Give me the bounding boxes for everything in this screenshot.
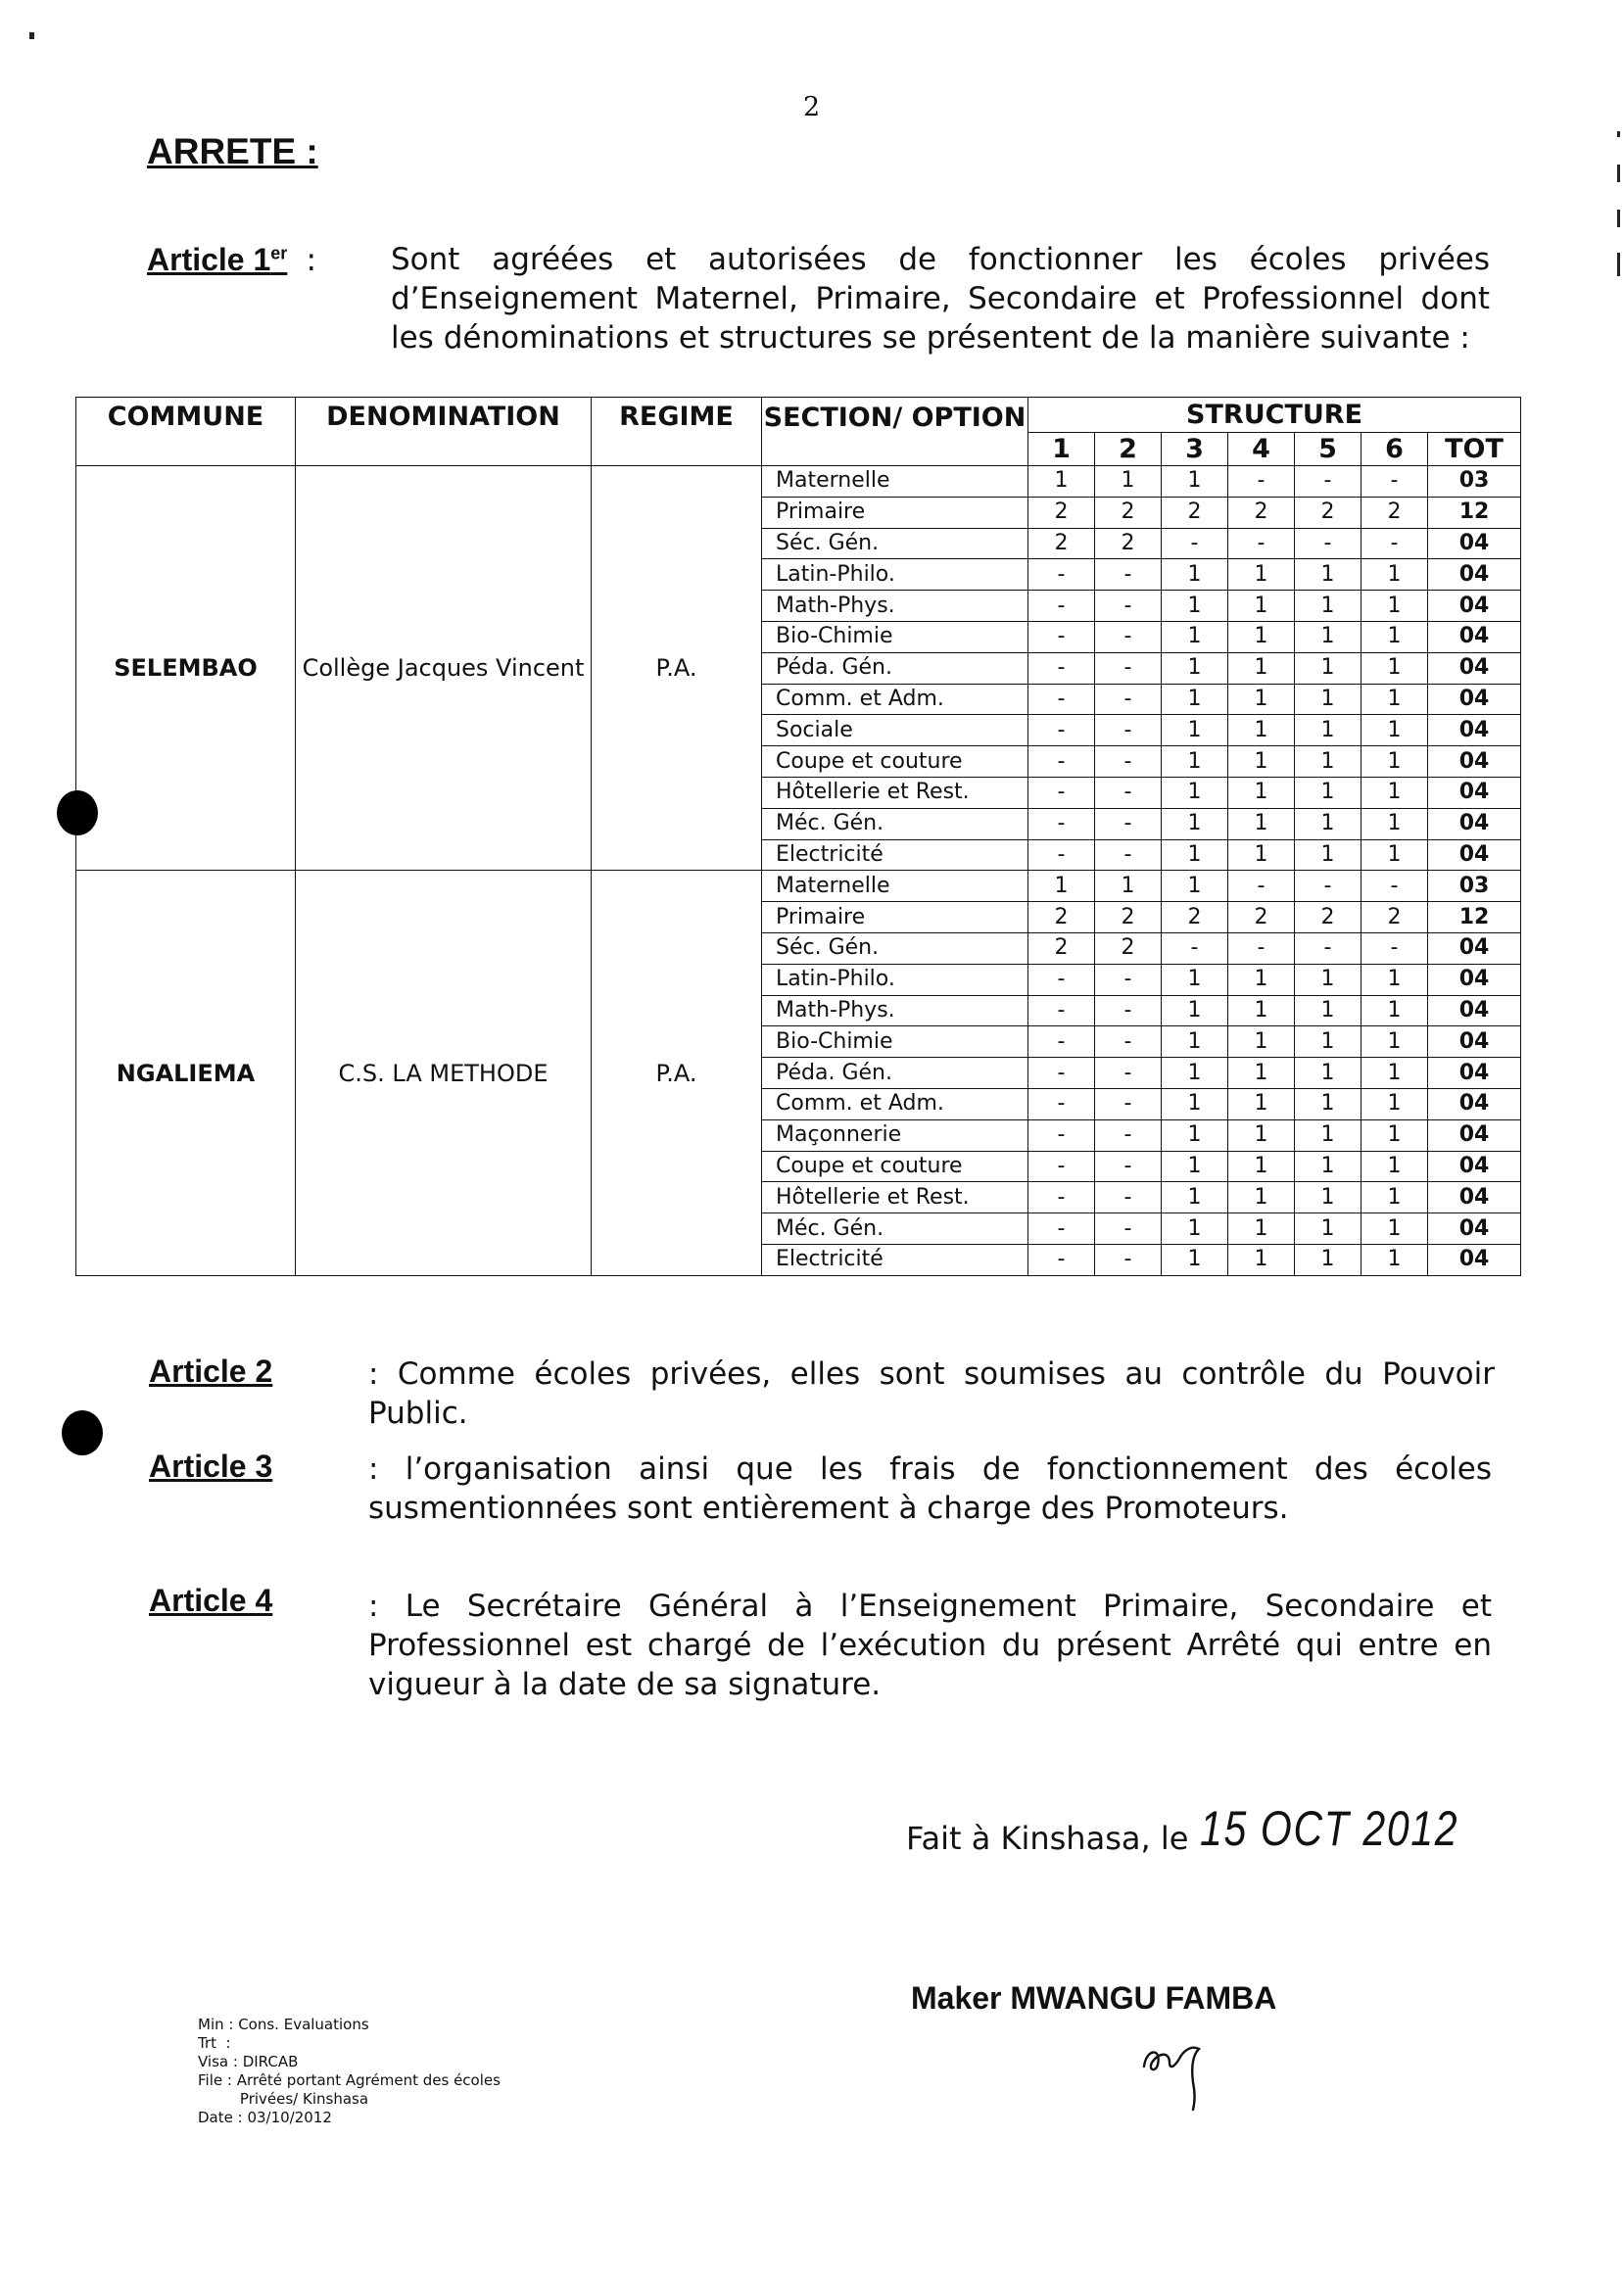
structure-year-1-cell: - [1028,1026,1095,1058]
structure-year-1-cell: 2 [1028,497,1095,528]
structure-year-4-cell: 1 [1228,1151,1295,1182]
table-body [76,466,1521,1276]
structure-year-6-cell: 2 [1361,902,1428,933]
structure-total-cell: 03 [1428,871,1521,902]
structure-year-6-cell: 1 [1361,1119,1428,1151]
structure-year-5-cell: 1 [1295,1182,1361,1213]
article-2-text: : Comme écoles privées, elles sont soumises au contrôle du Pouvoir Public. [368,1356,1495,1431]
decree-heading: ARRETE : [147,131,318,171]
structure-year-3-cell: 1 [1162,1213,1228,1245]
structure-year-6-cell: - [1361,871,1428,902]
structure-year-6-cell: 1 [1361,1026,1428,1058]
reference-footer [198,2016,501,2127]
structure-year-4-cell: - [1228,871,1295,902]
structure-total-cell: 04 [1428,964,1521,995]
structure-year-6-cell: 1 [1361,1088,1428,1119]
footer-line: Privées/ Kinshasa [198,2090,369,2108]
structure-year-3-cell: 1 [1162,839,1228,871]
footer-line: File : Arrêté portant Agrément des écoles [198,2071,501,2089]
structure-total-cell: 04 [1428,1151,1521,1182]
header-regime: REGIME [592,398,762,466]
structure-year-4-cell: 1 [1228,1026,1295,1058]
section-option-cell: Sociale [762,715,1028,746]
structure-year-6-cell: 1 [1361,621,1428,652]
structure-total-cell: 04 [1428,1213,1521,1245]
structure-year-3-cell: 1 [1162,1151,1228,1182]
structure-year-6-cell: - [1361,528,1428,559]
structure-year-4-cell: 2 [1228,497,1295,528]
section-option-cell: Comm. et Adm. [762,1088,1028,1119]
table-row [76,466,1521,498]
footer-line: Trt : [198,2034,231,2052]
structure-total-cell: 04 [1428,1182,1521,1213]
section-option-cell: Electricité [762,1244,1028,1275]
punch-hole-lower [62,1410,103,1455]
structure-total-cell: 12 [1428,497,1521,528]
structure-year-2-cell: - [1095,964,1162,995]
structure-year-1-cell: 2 [1028,528,1095,559]
school-regime: P.A. [592,466,762,871]
structure-year-1-cell: - [1028,1088,1095,1119]
structure-year-2-cell: - [1095,1182,1162,1213]
section-option-cell: Séc. Gén. [762,528,1028,559]
school-denomination: Collège Jacques Vincent [296,466,592,871]
structure-total-cell: 04 [1428,652,1521,684]
handwritten-signature [1136,2027,1224,2116]
structure-year-6-cell: 1 [1361,652,1428,684]
structure-year-1-cell: - [1028,964,1095,995]
article-3-label: Article 3 [149,1449,273,1484]
structure-year-4-cell: 1 [1228,1182,1295,1213]
structure-year-3-cell: 1 [1162,1119,1228,1151]
structure-total-cell: 12 [1428,902,1521,933]
header-year-4: 4 [1228,433,1295,466]
structure-year-6-cell: 1 [1361,964,1428,995]
structure-year-6-cell: 1 [1361,746,1428,778]
place-date-text: Fait à Kinshasa, le [906,1820,1189,1857]
section-option-cell: Electricité [762,839,1028,871]
structure-year-2-cell: - [1095,995,1162,1026]
structure-total-cell: 04 [1428,932,1521,964]
structure-year-3-cell: 1 [1162,1244,1228,1275]
structure-year-3-cell: 1 [1162,746,1228,778]
structure-year-5-cell: - [1295,932,1361,964]
structure-year-5-cell: 1 [1295,1058,1361,1089]
structure-year-1-cell: - [1028,1244,1095,1275]
section-option-cell: Primaire [762,902,1028,933]
structure-year-3-cell: 1 [1162,559,1228,591]
structure-year-2-cell: - [1095,808,1162,839]
structure-year-3-cell: 1 [1162,1058,1228,1089]
structure-year-6-cell: 1 [1361,715,1428,746]
structure-year-4-cell: 1 [1228,995,1295,1026]
scan-mark [29,32,34,39]
structure-total-cell: 04 [1428,591,1521,622]
structure-year-4-cell: 1 [1228,1119,1295,1151]
school-commune: SELEMBAO [76,466,296,871]
structure-year-3-cell: 1 [1162,808,1228,839]
structure-year-4-cell: 1 [1228,559,1295,591]
structure-total-cell: 03 [1428,466,1521,498]
structure-year-5-cell: 1 [1295,995,1361,1026]
structure-year-5-cell: - [1295,528,1361,559]
article-3-text: : l’organisation ainsi que les frais de fonctionnement des écoles susmentionnées sont entièrement à charge des Promoteurs. [368,1451,1492,1526]
scan-edge-mark-2 [1617,165,1620,182]
structure-year-4-cell: 1 [1228,964,1295,995]
structure-year-2-cell: - [1095,1058,1162,1089]
structure-year-6-cell: 1 [1361,995,1428,1026]
section-option-cell: Maternelle [762,871,1028,902]
structure-year-2-cell: 2 [1095,932,1162,964]
footer-line: Visa : DIRCAB [198,2053,299,2070]
structure-year-4-cell: 1 [1228,591,1295,622]
section-option-cell: Méc. Gén. [762,1213,1028,1245]
article-1-text: Sont agréées et autorisées de fonctionner les écoles privées d’Enseignement Maternel, Primaire, Secondaire et Professionnel dont les dénominations et structures se présentent de la manière suivante : [391,242,1490,356]
table-row [76,871,1521,902]
structure-year-5-cell: 1 [1295,777,1361,808]
section-option-cell: Coupe et couture [762,1151,1028,1182]
structure-total-cell: 04 [1428,1244,1521,1275]
header-denomination: DENOMINATION [296,398,592,466]
section-option-cell: Maternelle [762,466,1028,498]
section-option-cell: Latin-Philo. [762,559,1028,591]
structure-year-6-cell: 1 [1361,808,1428,839]
structure-year-1-cell: 1 [1028,466,1095,498]
structure-year-1-cell: - [1028,715,1095,746]
structure-year-4-cell: 1 [1228,621,1295,652]
structure-year-5-cell: 1 [1295,652,1361,684]
structure-year-1-cell: - [1028,621,1095,652]
footer-line: Date : 03/10/2012 [198,2109,332,2126]
structure-year-2-cell: - [1095,1119,1162,1151]
structure-year-4-cell: 1 [1228,715,1295,746]
scan-edge-mark-1 [1617,131,1620,137]
header-year-5: 5 [1295,433,1361,466]
header-section-option: SECTION/ OPTION [762,398,1028,466]
structure-year-5-cell: 1 [1295,808,1361,839]
structure-year-1-cell: - [1028,1182,1095,1213]
structure-year-4-cell: 1 [1228,746,1295,778]
structure-total-cell: 04 [1428,1026,1521,1058]
structure-total-cell: 04 [1428,808,1521,839]
structure-year-3-cell: 1 [1162,1182,1228,1213]
structure-year-3-cell: 1 [1162,684,1228,715]
structure-year-1-cell: - [1028,1119,1095,1151]
structure-year-2-cell: 1 [1095,466,1162,498]
structure-year-6-cell: 1 [1361,591,1428,622]
section-option-cell: Coupe et couture [762,746,1028,778]
school-commune: NGALIEMA [76,871,296,1275]
structure-year-4-cell: 1 [1228,1058,1295,1089]
structure-year-4-cell: - [1228,932,1295,964]
structure-year-2-cell: 2 [1095,528,1162,559]
article-4-label: Article 4 [149,1583,273,1618]
structure-year-1-cell: - [1028,808,1095,839]
section-option-cell: Comm. et Adm. [762,684,1028,715]
structure-year-5-cell: 1 [1295,746,1361,778]
structure-year-5-cell: 2 [1295,497,1361,528]
structure-year-3-cell: 1 [1162,995,1228,1026]
structure-year-5-cell: 1 [1295,559,1361,591]
structure-year-5-cell: 1 [1295,1213,1361,1245]
punch-hole-upper [57,790,98,835]
header-commune: COMMUNE [76,398,296,466]
page-number: 2 [803,92,821,122]
date-stamp: 15 OCT 2012 [1200,1801,1459,1856]
structure-year-4-cell: 1 [1228,684,1295,715]
structure-year-4-cell: 2 [1228,902,1295,933]
structure-total-cell: 04 [1428,777,1521,808]
structure-year-1-cell: - [1028,777,1095,808]
section-option-cell: Bio-Chimie [762,621,1028,652]
structure-year-4-cell: - [1228,528,1295,559]
structure-year-5-cell: 1 [1295,621,1361,652]
section-option-cell: Hôtellerie et Rest. [762,777,1028,808]
structure-year-5-cell: 1 [1295,1244,1361,1275]
structure-year-2-cell: - [1095,1026,1162,1058]
structure-year-5-cell: - [1295,871,1361,902]
section-option-cell: Méc. Gén. [762,808,1028,839]
structure-year-1-cell: - [1028,1213,1095,1245]
structure-year-2-cell: - [1095,715,1162,746]
section-option-cell: Math-Phys. [762,995,1028,1026]
structure-year-4-cell: 1 [1228,652,1295,684]
structure-year-4-cell: 1 [1228,839,1295,871]
header-year-6: 6 [1361,433,1428,466]
structure-total-cell: 04 [1428,1088,1521,1119]
structure-year-4-cell: 1 [1228,777,1295,808]
structure-year-3-cell: 1 [1162,715,1228,746]
structure-year-6-cell: 1 [1361,559,1428,591]
section-option-cell: Péda. Gén. [762,652,1028,684]
structure-year-4-cell: 1 [1228,1244,1295,1275]
structure-year-5-cell: 1 [1295,1151,1361,1182]
structure-year-6-cell: 1 [1361,777,1428,808]
structure-year-1-cell: - [1028,839,1095,871]
structure-total-cell: 04 [1428,995,1521,1026]
structure-year-5-cell: 1 [1295,1026,1361,1058]
structure-year-2-cell: - [1095,591,1162,622]
structure-year-2-cell: - [1095,1244,1162,1275]
section-option-cell: Primaire [762,497,1028,528]
structure-year-6-cell: 1 [1361,1182,1428,1213]
school-regime: P.A. [592,871,762,1275]
section-option-cell: Péda. Gén. [762,1058,1028,1089]
structure-year-1-cell: - [1028,591,1095,622]
structure-total-cell: 04 [1428,528,1521,559]
structure-total-cell: 04 [1428,746,1521,778]
structure-year-6-cell: 1 [1361,1151,1428,1182]
structure-year-2-cell: - [1095,621,1162,652]
section-option-cell: Séc. Gén. [762,932,1028,964]
structure-total-cell: 04 [1428,715,1521,746]
section-option-cell: Latin-Philo. [762,964,1028,995]
structure-year-1-cell: - [1028,652,1095,684]
structure-year-2-cell: - [1095,652,1162,684]
article-1-superscript: er [270,243,288,263]
structure-total-cell: 04 [1428,684,1521,715]
structure-total-cell: 04 [1428,1119,1521,1151]
structure-year-5-cell: - [1295,466,1361,498]
structure-year-3-cell: 1 [1162,652,1228,684]
structure-year-1-cell: - [1028,1058,1095,1089]
structure-year-3-cell: 1 [1162,777,1228,808]
structure-year-4-cell: - [1228,466,1295,498]
structure-year-1-cell: 2 [1028,902,1095,933]
scan-edge-mark-4 [1617,253,1620,276]
article-2-label: Article 2 [149,1354,273,1389]
school-denomination: C.S. LA METHODE [296,871,592,1275]
section-option-cell: Hôtellerie et Rest. [762,1182,1028,1213]
header-year-1: 1 [1028,433,1095,466]
structure-year-3-cell: 1 [1162,621,1228,652]
structure-year-2-cell: - [1095,1088,1162,1119]
structure-total-cell: 04 [1428,1058,1521,1089]
structure-year-6-cell: - [1361,466,1428,498]
structure-year-4-cell: 1 [1228,1213,1295,1245]
header-year-3: 3 [1162,433,1228,466]
structure-year-1-cell: - [1028,1151,1095,1182]
structure-year-6-cell: 1 [1361,1244,1428,1275]
structure-year-6-cell: 1 [1361,839,1428,871]
structure-year-5-cell: 1 [1295,1119,1361,1151]
header-structure: STRUCTURE [1028,398,1521,433]
structure-year-5-cell: 1 [1295,715,1361,746]
structure-year-5-cell: 1 [1295,839,1361,871]
structure-year-4-cell: 1 [1228,808,1295,839]
structure-year-2-cell: - [1095,684,1162,715]
structure-year-3-cell: 1 [1162,1088,1228,1119]
structure-year-1-cell: - [1028,684,1095,715]
structure-year-3-cell: 2 [1162,902,1228,933]
school-structure-table [75,397,1521,1276]
structure-year-3-cell: 1 [1162,591,1228,622]
structure-year-2-cell: 2 [1095,902,1162,933]
structure-year-3-cell: 1 [1162,466,1228,498]
structure-year-2-cell: - [1095,1213,1162,1245]
structure-year-3-cell: 2 [1162,497,1228,528]
structure-year-2-cell: - [1095,839,1162,871]
signatory-name: Maker MWANGU FAMBA [911,1980,1277,2016]
footer-line: Min : Cons. Evaluations [198,2016,369,2033]
structure-total-cell: 04 [1428,621,1521,652]
article-4-text: : Le Secrétaire Général à l’Enseignement Primaire, Secondaire et Professionnel est chargé de l’exécution du présent Arrêté qui entre en vigueur à la date de sa signature. [368,1589,1492,1702]
article-1-label: Article 1er [147,242,288,277]
structure-year-5-cell: 1 [1295,591,1361,622]
structure-year-5-cell: 1 [1295,964,1361,995]
structure-year-6-cell: - [1361,932,1428,964]
structure-year-6-cell: 1 [1361,684,1428,715]
structure-year-5-cell: 1 [1295,684,1361,715]
structure-total-cell: 04 [1428,839,1521,871]
structure-year-3-cell: 1 [1162,964,1228,995]
structure-year-2-cell: - [1095,559,1162,591]
structure-year-2-cell: - [1095,777,1162,808]
structure-year-1-cell: - [1028,559,1095,591]
structure-year-6-cell: 1 [1361,1058,1428,1089]
section-option-cell: Math-Phys. [762,591,1028,622]
article-1-colon: : [306,241,317,278]
header-total: TOT [1428,433,1521,466]
structure-year-6-cell: 2 [1361,497,1428,528]
section-option-cell: Bio-Chimie [762,1026,1028,1058]
structure-year-2-cell: - [1095,746,1162,778]
structure-year-2-cell: 2 [1095,497,1162,528]
structure-year-3-cell: - [1162,932,1228,964]
header-year-2: 2 [1095,433,1162,466]
structure-year-1-cell: 2 [1028,932,1095,964]
structure-year-2-cell: - [1095,1151,1162,1182]
structure-year-4-cell: 1 [1228,1088,1295,1119]
structure-year-5-cell: 2 [1295,902,1361,933]
structure-year-3-cell: 1 [1162,1026,1228,1058]
structure-year-1-cell: - [1028,995,1095,1026]
structure-year-1-cell: - [1028,746,1095,778]
structure-year-5-cell: 1 [1295,1088,1361,1119]
section-option-cell: Maçonnerie [762,1119,1028,1151]
structure-year-2-cell: 1 [1095,871,1162,902]
structure-year-6-cell: 1 [1361,1213,1428,1245]
structure-year-3-cell: - [1162,528,1228,559]
structure-year-1-cell: 1 [1028,871,1095,902]
structure-year-3-cell: 1 [1162,871,1228,902]
article-1-label-wrap [147,241,316,278]
structure-total-cell: 04 [1428,559,1521,591]
scan-edge-mark-3 [1617,210,1620,227]
